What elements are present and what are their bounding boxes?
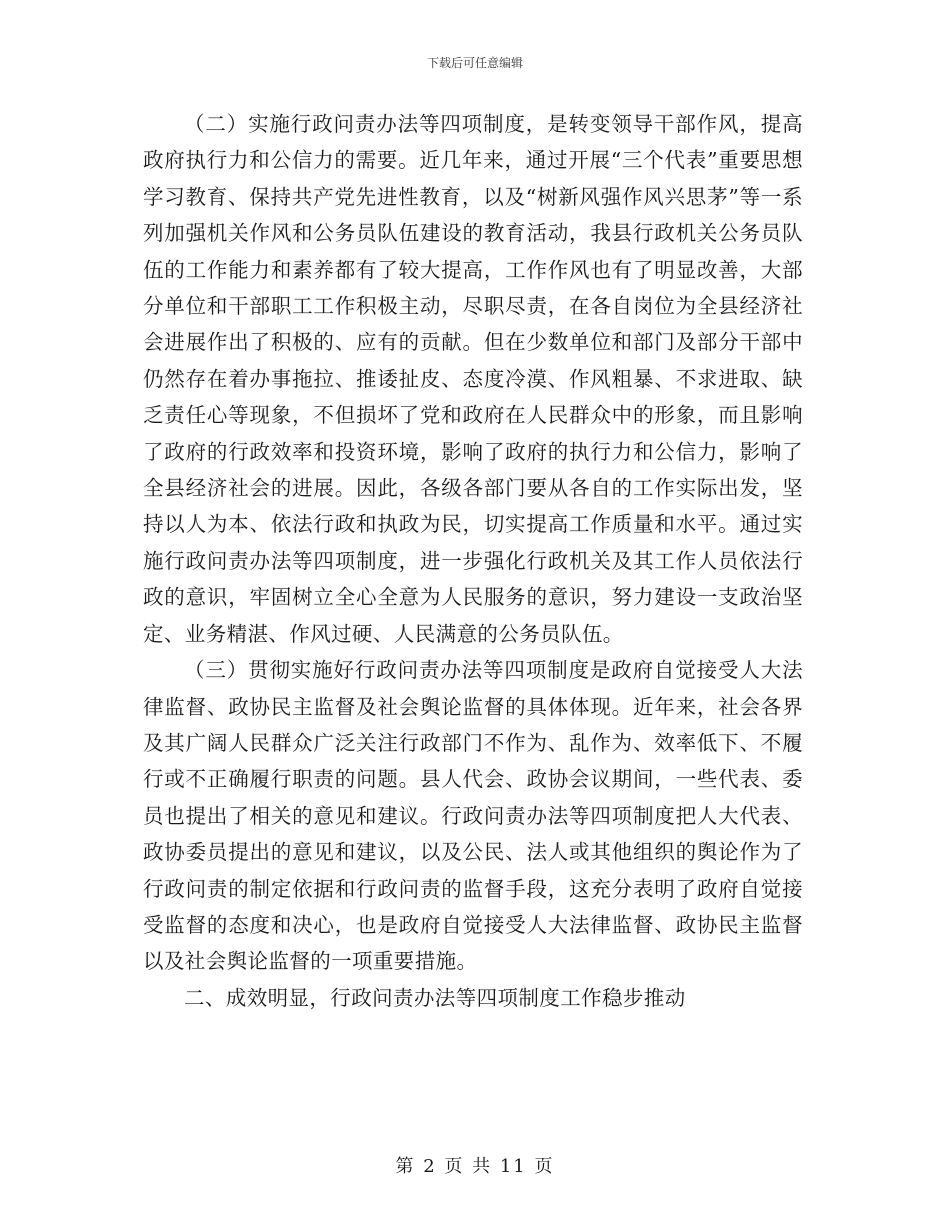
paragraph-section-2: （二）实施行政问责办法等四项制度，是转变领导干部作风，提高政府执行力和公信力的需要。近几年来，通过开展“三个代表”重要思想学习教育、保持共产党先进性教育，以及“树新风强作风兴思茅”等一系列加强机关作风和公务员队伍建设的教育活动，我县行政机关公务员队伍的工作能力和素养都有了较大提高，工作作风也有了明显改善，大部分单位和干部职工工作积极主动，尽职尽责，在各自岗位为全县经济社会进展作出了积极的、应有的贡献。但在少数单位和部门及部分干部中仍然存在着办事拖拉、推诿扯皮、态度冷漠、作风粗暴、不求进取、缺乏责任心等现象，不但损坏了党和政府在人民群众中的形象，而且影响了政府的行政效率和投资环境，影响了政府的执行力和公信力，影响了全县经济社会的进展。因此，各级各部门要从各自的工作实际出发，坚持以人为本、依法行政和执政为民，切实提高工作质量和水平。通过实施行政问责办法等四项制度，进一步强化行政机关及其工作人员依法行政的意识，牢固树立全心全意为人民服务的意识，努力建设一支政治坚定、业务精湛、作风过硬、人民满意的公务员队伍。 — [143, 112, 803, 646]
page-number: 第 2 页 共 11 页 — [395, 1156, 555, 1177]
paragraph-section-3: （三）贯彻实施好行政问责办法等四项制度是政府自觉接受人大法律监督、政协民主监督及社会舆论监督的具体体现。近年来，社会各界及其广阔人民群众广泛关注行政部门不作为、乱作为、效率低下、不履行或不正确履行职责的问题。县人代会、政协会议期间，一些代表、委员也提出了相关的意见和建议。行政问责办法等四项制度把人大代表、政协委员提出的意见和建议，以及公民、法人或其他组织的舆论作为了行政问责的制定依据和行政问责的监督手段，这充分表明了政府自觉接受监督的态度和决心，也是政府自觉接受人大法律监督、政协民主监督以及社会舆论监督的一项重要措施。 — [143, 658, 803, 974]
section-heading-2: 二、成效明显，行政问责办法等四项制度工作稳步推动 — [184, 985, 686, 1010]
document-body — [143, 106, 803, 1016]
page-header-note: 下载后可任意编辑 — [426, 56, 523, 70]
